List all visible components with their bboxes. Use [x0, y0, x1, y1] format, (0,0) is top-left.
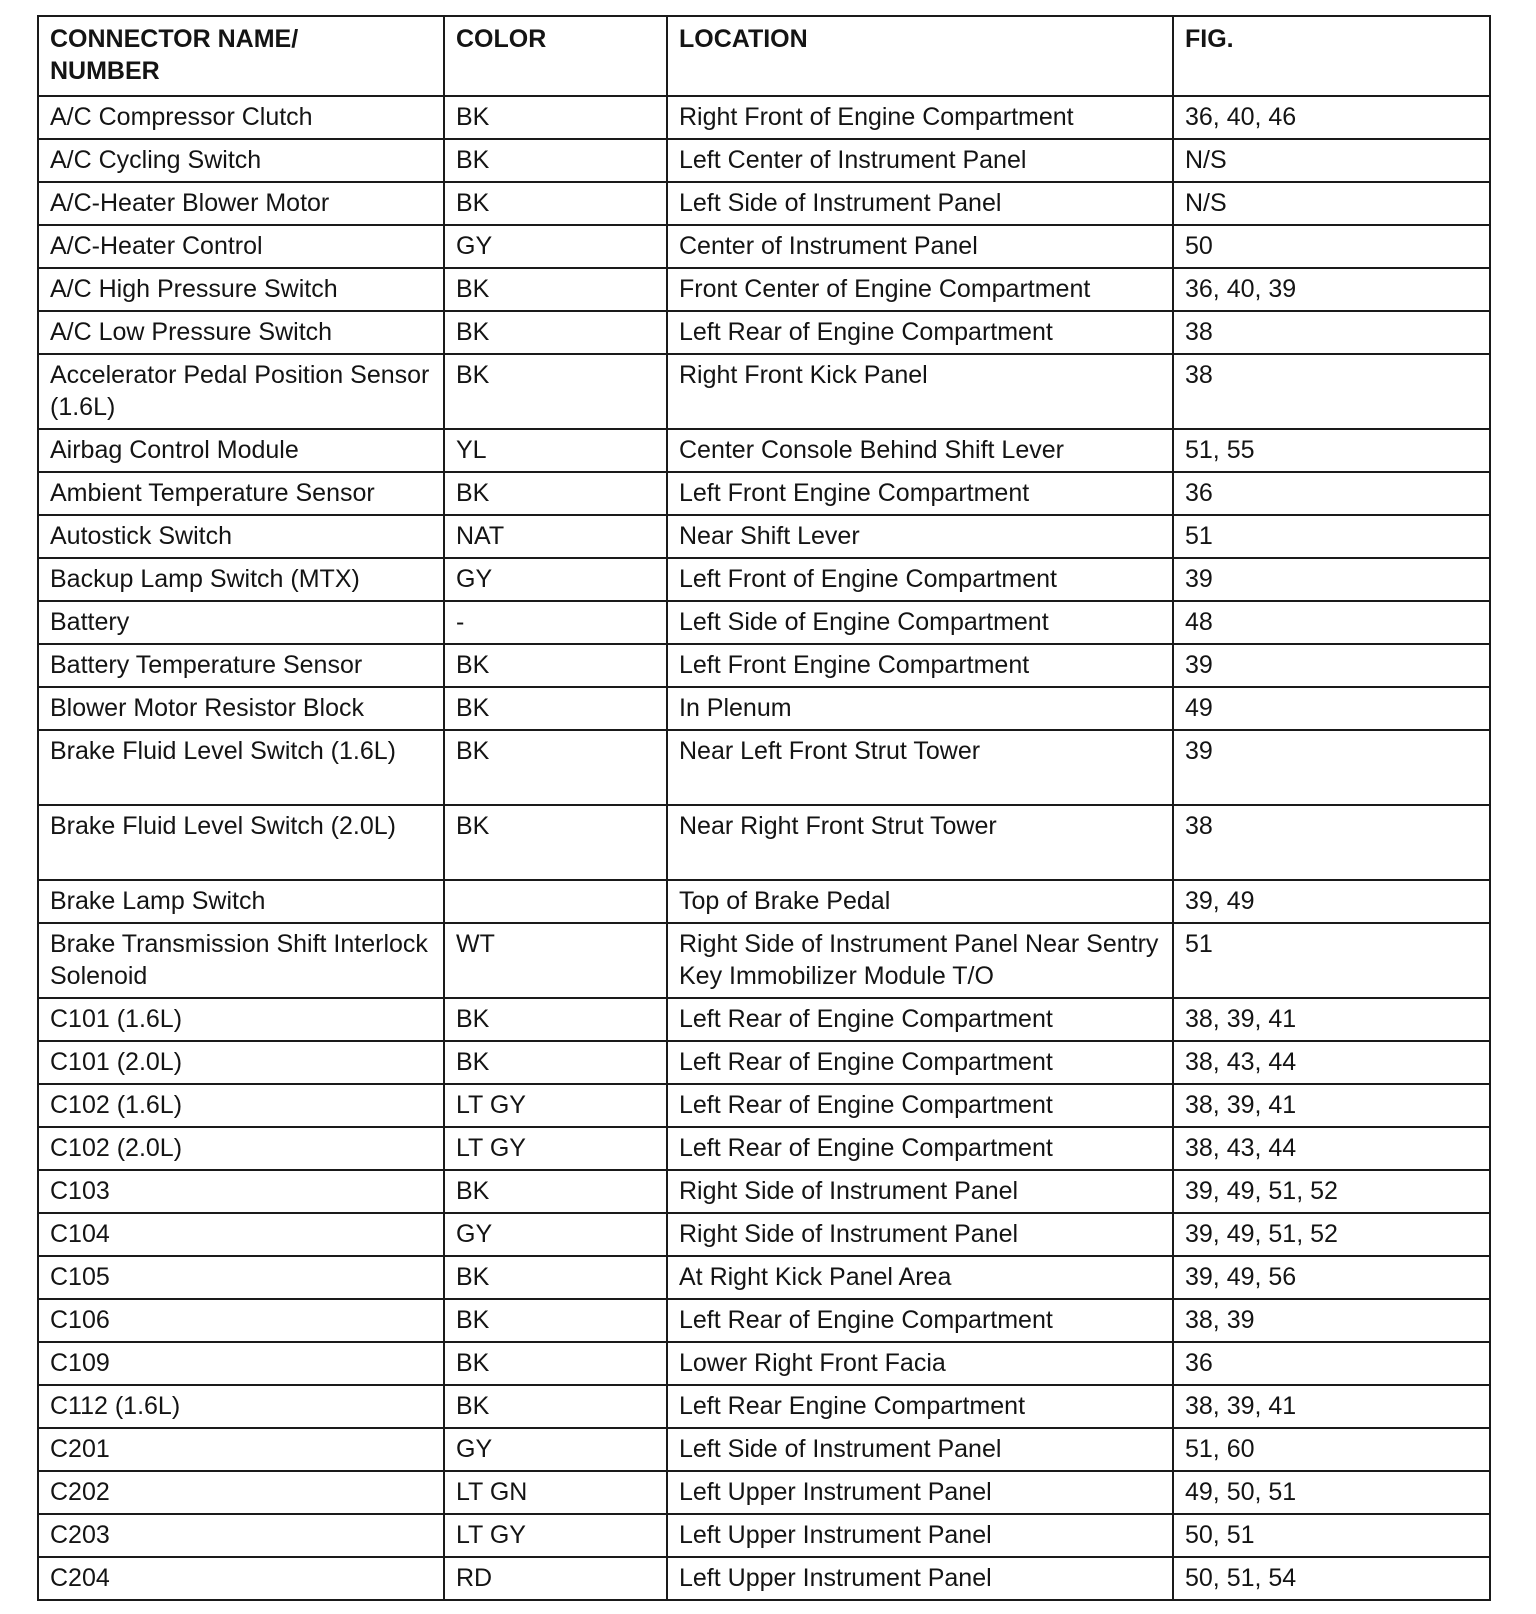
cell-color: GY [444, 1428, 667, 1471]
cell-location: Left Rear of Engine Compartment [667, 1127, 1173, 1170]
cell-color: RD [444, 1557, 667, 1600]
cell-fig: 39 [1173, 730, 1490, 805]
cell-fig: 50, 51, 54 [1173, 1557, 1490, 1600]
cell-fig: 36 [1173, 472, 1490, 515]
cell-fig: 38, 39, 41 [1173, 998, 1490, 1041]
cell-color: BK [444, 96, 667, 139]
cell-color: BK [444, 687, 667, 730]
cell-fig: 38, 43, 44 [1173, 1041, 1490, 1084]
cell-fig: 50, 51 [1173, 1514, 1490, 1557]
cell-color: BK [444, 1299, 667, 1342]
cell-location: Right Front of Engine Compartment [667, 96, 1173, 139]
cell-color: BK [444, 1342, 667, 1385]
cell-fig: 48 [1173, 601, 1490, 644]
cell-location: Left Center of Instrument Panel [667, 139, 1173, 182]
cell-color: BK [444, 644, 667, 687]
cell-fig: 39, 49, 51, 52 [1173, 1170, 1490, 1213]
cell-fig: 36, 40, 46 [1173, 96, 1490, 139]
table-row [38, 139, 1490, 182]
table-row [38, 268, 1490, 311]
cell-fig: 51 [1173, 923, 1490, 998]
cell-location: Center of Instrument Panel [667, 225, 1173, 268]
cell-fig: 38, 39, 41 [1173, 1385, 1490, 1428]
cell-fig: N/S [1173, 182, 1490, 225]
cell-fig: 49 [1173, 687, 1490, 730]
cell-location: Left Front Engine Compartment [667, 472, 1173, 515]
cell-connector-name: C202 [38, 1471, 444, 1514]
cell-fig: 39 [1173, 558, 1490, 601]
table-row [38, 96, 1490, 139]
cell-color: BK [444, 998, 667, 1041]
cell-location: Center Console Behind Shift Lever [667, 429, 1173, 472]
cell-connector-name: Ambient Temperature Sensor [38, 472, 444, 515]
cell-connector-name: C101 (2.0L) [38, 1041, 444, 1084]
table-row [38, 1428, 1490, 1471]
cell-fig: 51 [1173, 515, 1490, 558]
table-row [38, 805, 1490, 880]
table-row [38, 1127, 1490, 1170]
table-row [38, 1213, 1490, 1256]
cell-fig: N/S [1173, 139, 1490, 182]
table-row [38, 644, 1490, 687]
cell-color: BK [444, 311, 667, 354]
cell-fig: 38, 39 [1173, 1299, 1490, 1342]
cell-location: Left Side of Instrument Panel [667, 182, 1173, 225]
cell-fig: 38, 43, 44 [1173, 1127, 1490, 1170]
cell-connector-name: C101 (1.6L) [38, 998, 444, 1041]
cell-fig: 51, 60 [1173, 1428, 1490, 1471]
cell-connector-name: C203 [38, 1514, 444, 1557]
cell-connector-name: C112 (1.6L) [38, 1385, 444, 1428]
cell-location: Right Side of Instrument Panel [667, 1213, 1173, 1256]
cell-color: GY [444, 558, 667, 601]
cell-location: Left Front Engine Compartment [667, 644, 1173, 687]
cell-color: GY [444, 225, 667, 268]
table-row [38, 429, 1490, 472]
table-row [38, 1471, 1490, 1514]
cell-fig: 39, 49, 51, 52 [1173, 1213, 1490, 1256]
cell-location: Left Side of Instrument Panel [667, 1428, 1173, 1471]
cell-connector-name: Autostick Switch [38, 515, 444, 558]
cell-fig: 38 [1173, 354, 1490, 429]
table-row [38, 472, 1490, 515]
cell-fig: 50 [1173, 225, 1490, 268]
cell-connector-name: C103 [38, 1170, 444, 1213]
table-row [38, 730, 1490, 805]
cell-connector-name: Battery [38, 601, 444, 644]
cell-connector-name: C105 [38, 1256, 444, 1299]
cell-color: LT GN [444, 1471, 667, 1514]
cell-location: At Right Kick Panel Area [667, 1256, 1173, 1299]
table-row [38, 1041, 1490, 1084]
table-row [38, 1514, 1490, 1557]
cell-location: Top of Brake Pedal [667, 880, 1173, 923]
cell-fig: 49, 50, 51 [1173, 1471, 1490, 1514]
cell-connector-name: Airbag Control Module [38, 429, 444, 472]
table-row [38, 182, 1490, 225]
cell-fig: 38 [1173, 311, 1490, 354]
cell-color: BK [444, 268, 667, 311]
table-row [38, 601, 1490, 644]
cell-connector-name: Blower Motor Resistor Block [38, 687, 444, 730]
connector-table [37, 15, 1491, 1601]
cell-fig: 39, 49, 56 [1173, 1256, 1490, 1299]
cell-location: In Plenum [667, 687, 1173, 730]
cell-color: YL [444, 429, 667, 472]
cell-location: Left Rear of Engine Compartment [667, 1299, 1173, 1342]
table-row [38, 998, 1490, 1041]
table-row [38, 558, 1490, 601]
cell-fig: 51, 55 [1173, 429, 1490, 472]
header-color: COLOR [444, 16, 667, 96]
cell-color: BK [444, 472, 667, 515]
cell-connector-name: C201 [38, 1428, 444, 1471]
table-row [38, 1385, 1490, 1428]
cell-color: BK [444, 1041, 667, 1084]
cell-location: Front Center of Engine Compartment [667, 268, 1173, 311]
cell-color: GY [444, 1213, 667, 1256]
table-row [38, 1084, 1490, 1127]
cell-color: BK [444, 139, 667, 182]
cell-connector-name: A/C-Heater Blower Motor [38, 182, 444, 225]
cell-location: Near Left Front Strut Tower [667, 730, 1173, 805]
cell-connector-name: A/C Cycling Switch [38, 139, 444, 182]
cell-fig: 36, 40, 39 [1173, 268, 1490, 311]
cell-color: BK [444, 1170, 667, 1213]
cell-location: Left Rear of Engine Compartment [667, 1084, 1173, 1127]
table-row [38, 1170, 1490, 1213]
cell-location: Right Side of Instrument Panel Near Sentry Key Immobilizer Module T/O [667, 923, 1173, 998]
table-row [38, 880, 1490, 923]
cell-location: Left Rear Engine Compartment [667, 1385, 1173, 1428]
cell-fig: 39, 49 [1173, 880, 1490, 923]
cell-connector-name: A/C High Pressure Switch [38, 268, 444, 311]
cell-color: LT GY [444, 1084, 667, 1127]
cell-connector-name: Brake Fluid Level Switch (2.0L) [38, 805, 444, 880]
cell-location: Right Side of Instrument Panel [667, 1170, 1173, 1213]
cell-color: BK [444, 1385, 667, 1428]
cell-fig: 36 [1173, 1342, 1490, 1385]
cell-connector-name: A/C-Heater Control [38, 225, 444, 268]
header-location: LOCATION [667, 16, 1173, 96]
table-row [38, 354, 1490, 429]
cell-color: NAT [444, 515, 667, 558]
cell-location: Lower Right Front Facia [667, 1342, 1173, 1385]
header-row [38, 16, 1490, 96]
cell-connector-name: C109 [38, 1342, 444, 1385]
cell-color: BK [444, 182, 667, 225]
table-row [38, 225, 1490, 268]
cell-color: BK [444, 1256, 667, 1299]
cell-color: LT GY [444, 1514, 667, 1557]
cell-connector-name: Accelerator Pedal Position Sensor (1.6L) [38, 354, 444, 429]
cell-connector-name: C102 (2.0L) [38, 1127, 444, 1170]
cell-color: - [444, 601, 667, 644]
table-row [38, 1557, 1490, 1600]
table-row [38, 1342, 1490, 1385]
cell-location: Near Right Front Strut Tower [667, 805, 1173, 880]
cell-location: Left Rear of Engine Compartment [667, 311, 1173, 354]
cell-location: Left Rear of Engine Compartment [667, 998, 1173, 1041]
table-row [38, 311, 1490, 354]
cell-color: WT [444, 923, 667, 998]
cell-connector-name: Battery Temperature Sensor [38, 644, 444, 687]
cell-location: Left Side of Engine Compartment [667, 601, 1173, 644]
cell-connector-name: Backup Lamp Switch (MTX) [38, 558, 444, 601]
cell-connector-name: A/C Compressor Clutch [38, 96, 444, 139]
cell-location: Left Upper Instrument Panel [667, 1557, 1173, 1600]
table-row [38, 515, 1490, 558]
cell-color: BK [444, 354, 667, 429]
cell-fig: 38 [1173, 805, 1490, 880]
table-row [38, 1256, 1490, 1299]
cell-connector-name: Brake Fluid Level Switch (1.6L) [38, 730, 444, 805]
cell-connector-name: C104 [38, 1213, 444, 1256]
cell-color: LT GY [444, 1127, 667, 1170]
cell-location: Right Front Kick Panel [667, 354, 1173, 429]
cell-color [444, 880, 667, 923]
cell-location: Near Shift Lever [667, 515, 1173, 558]
cell-connector-name: C204 [38, 1557, 444, 1600]
cell-fig: 39 [1173, 644, 1490, 687]
cell-connector-name: Brake Transmission Shift Interlock Solenoid [38, 923, 444, 998]
cell-connector-name: C102 (1.6L) [38, 1084, 444, 1127]
header-connector-name: CONNECTOR NAME/ NUMBER [38, 16, 444, 96]
cell-fig: 38, 39, 41 [1173, 1084, 1490, 1127]
cell-color: BK [444, 805, 667, 880]
header-fig: FIG. [1173, 16, 1490, 96]
table-row [38, 923, 1490, 998]
table-row [38, 687, 1490, 730]
cell-color: BK [444, 730, 667, 805]
cell-location: Left Upper Instrument Panel [667, 1471, 1173, 1514]
table-row [38, 1299, 1490, 1342]
cell-connector-name: C106 [38, 1299, 444, 1342]
cell-location: Left Front of Engine Compartment [667, 558, 1173, 601]
cell-location: Left Upper Instrument Panel [667, 1514, 1173, 1557]
cell-connector-name: A/C Low Pressure Switch [38, 311, 444, 354]
cell-connector-name: Brake Lamp Switch [38, 880, 444, 923]
cell-location: Left Rear of Engine Compartment [667, 1041, 1173, 1084]
